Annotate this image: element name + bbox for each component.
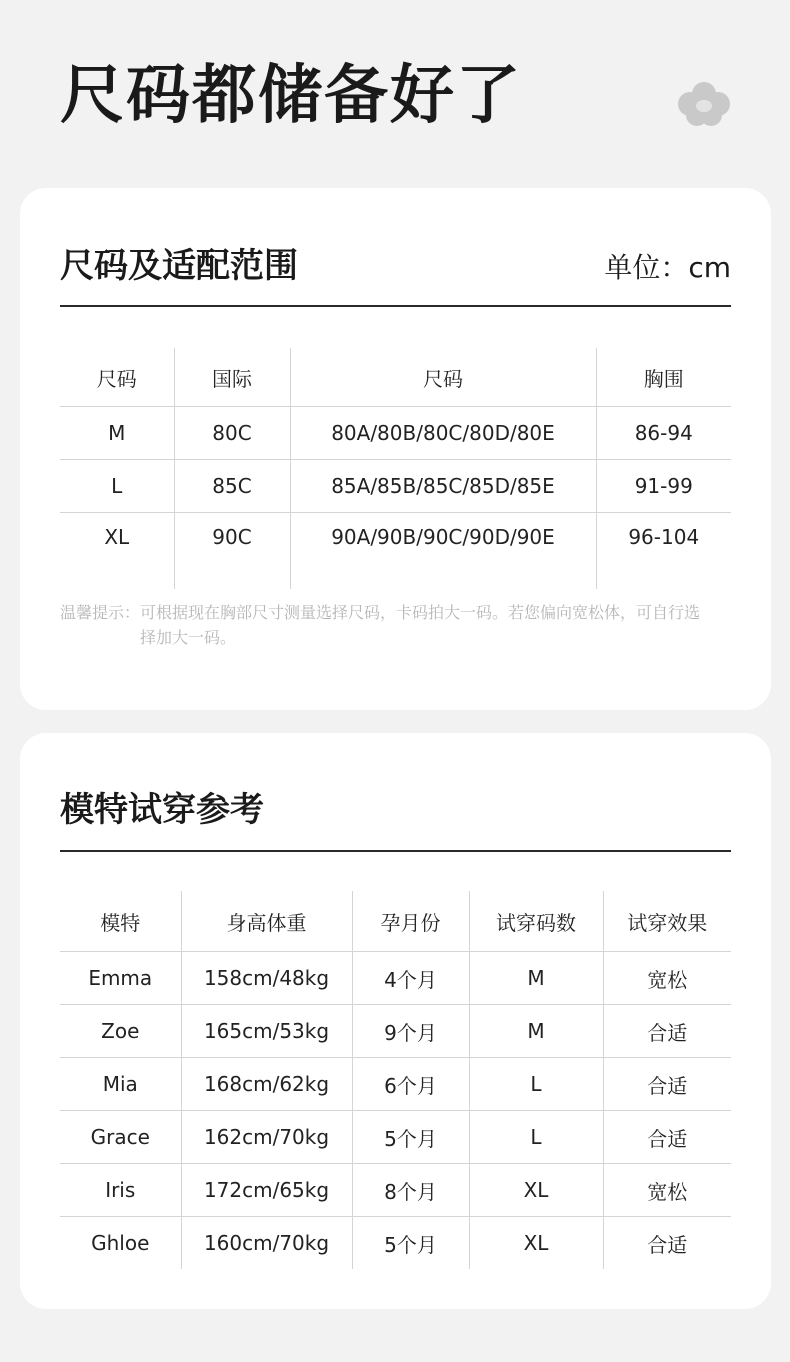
cell-height-weight: 158cm/48kg xyxy=(181,952,352,1005)
cell-pregnancy-month: 4个月 xyxy=(352,952,469,1005)
cell-fit-size: M xyxy=(469,952,603,1005)
cell-international: 85C xyxy=(174,460,290,513)
cell-fit-effect: 合适 xyxy=(603,1005,731,1058)
cell-height-weight: 162cm/70kg xyxy=(181,1111,352,1164)
cell-size-range: 80A/80B/80C/80D/80E xyxy=(290,407,596,460)
cell-fit-effect: 合适 xyxy=(603,1058,731,1111)
table-header-row xyxy=(60,348,731,407)
header-size-range: 尺码 xyxy=(290,348,596,407)
table-row xyxy=(60,1111,731,1164)
header-fit-size: 试穿码数 xyxy=(469,891,603,952)
cell-fit-size: M xyxy=(469,1005,603,1058)
model-fit-title: 模特试穿参考 xyxy=(60,790,264,830)
header-international: 国际 xyxy=(174,348,290,407)
cell-size-range: 85A/85B/85C/85D/85E xyxy=(290,460,596,513)
cell-fit-size: XL xyxy=(469,1164,603,1217)
cloud-icon xyxy=(677,80,731,128)
cell-pregnancy-month: 5个月 xyxy=(352,1111,469,1164)
table-row xyxy=(60,460,731,513)
tip-text: 可根据现在胸部尺寸测量选择尺码，卡码拍大一码。若您偏向宽松体，可自行选择加大一码。 xyxy=(140,603,701,647)
header-bust: 胸围 xyxy=(596,348,731,407)
cell-model: Zoe xyxy=(60,1005,181,1058)
cell-bust: 86-94 xyxy=(596,407,731,460)
cell-pregnancy-month: 9个月 xyxy=(352,1005,469,1058)
table-row xyxy=(60,1164,731,1217)
header-fit-effect: 试穿效果 xyxy=(603,891,731,952)
cell-size: XL xyxy=(60,513,174,590)
cell-height-weight: 160cm/70kg xyxy=(181,1217,352,1270)
size-chart-card xyxy=(20,188,771,710)
cell-model: Mia xyxy=(60,1058,181,1111)
header-model: 模特 xyxy=(100,910,141,935)
cell-model: Emma xyxy=(60,952,181,1005)
cell-pregnancy-month: 6个月 xyxy=(352,1058,469,1111)
cell-pregnancy-month: 5个月 xyxy=(352,1217,469,1270)
table-row xyxy=(60,1005,731,1058)
cell-fit-effect: 宽松 xyxy=(603,952,731,1005)
table-row xyxy=(60,513,731,590)
cell-model: Ghloe xyxy=(60,1217,181,1270)
title-divider xyxy=(60,305,731,307)
cell-model: Grace xyxy=(60,1111,181,1164)
cell-international: 90C xyxy=(174,513,290,590)
table-row xyxy=(60,1058,731,1111)
cell-model: Iris xyxy=(60,1164,181,1217)
cell-size: L xyxy=(60,460,174,513)
cell-pregnancy-month: 8个月 xyxy=(352,1164,469,1217)
cell-size-range: 90A/90B/90C/90D/90E xyxy=(290,513,596,590)
unit-label: 单位：cm xyxy=(604,251,731,284)
size-chart-title: 尺码及适配范围 xyxy=(60,246,298,286)
table-row xyxy=(60,952,731,1005)
cell-height-weight: 172cm/65kg xyxy=(181,1164,352,1217)
model-table xyxy=(60,891,731,1269)
title-divider xyxy=(60,850,731,852)
cell-international: 80C xyxy=(174,407,290,460)
cell-size: M xyxy=(60,407,174,460)
table-header-row xyxy=(60,891,731,952)
cell-height-weight: 165cm/53kg xyxy=(181,1005,352,1058)
tip-label: 温馨提示： xyxy=(60,603,141,622)
tip-note xyxy=(60,600,740,650)
cell-bust: 96-104 xyxy=(596,513,731,590)
cell-fit-size: L xyxy=(469,1058,603,1111)
header-height-weight: 身高体重 xyxy=(181,891,352,952)
table-row xyxy=(60,407,731,460)
header-size: 尺码 xyxy=(96,366,137,391)
header-pregnancy-month: 孕月份 xyxy=(352,891,469,952)
cell-fit-effect: 宽松 xyxy=(603,1164,731,1217)
cell-fit-effect: 合适 xyxy=(603,1217,731,1270)
model-fit-card xyxy=(20,733,771,1309)
size-table xyxy=(60,348,731,589)
cell-fit-size: L xyxy=(469,1111,603,1164)
table-row xyxy=(60,1217,731,1270)
cell-height-weight: 168cm/62kg xyxy=(181,1058,352,1111)
cell-fit-effect: 合适 xyxy=(603,1111,731,1164)
cell-bust: 91-99 xyxy=(596,460,731,513)
page-title: 尺码都储备好了 xyxy=(60,59,522,133)
cell-fit-size: XL xyxy=(469,1217,603,1270)
